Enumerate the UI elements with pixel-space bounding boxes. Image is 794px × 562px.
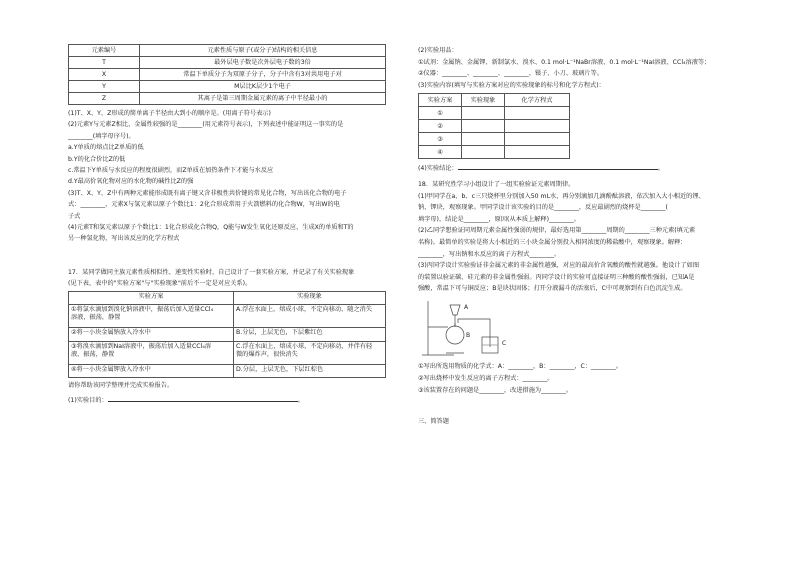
left-column bbox=[68, 44, 386, 407]
option-line: d.Y最高价氧化物对应的水化物的碱性比Z的强 bbox=[68, 178, 194, 186]
flask bbox=[446, 326, 464, 344]
table-cell bbox=[69, 305, 234, 328]
cell-line: 溶液，振荡，静置 bbox=[71, 314, 121, 322]
question-text: (4)实验结论： bbox=[418, 165, 458, 173]
table-cell: ④将一小块金属钾放入冷水中 bbox=[69, 364, 234, 378]
question-line: (1)实验目的： 。 bbox=[68, 397, 304, 405]
table-cell: M层比K层少1个电子 bbox=[140, 81, 386, 93]
question-line: ②仪器：________、________、________、镊子、小刀、玻璃片等。 bbox=[418, 70, 603, 78]
table-cell: B.分层，上层无色，下层紫红色 bbox=[234, 328, 386, 342]
answer-cell[interactable] bbox=[505, 146, 570, 159]
question-line: (1)T、X、Y、Z形成的简单离子半径由大到小的顺序是。(用离子符号表示) bbox=[68, 110, 271, 117]
table-cell: ④ bbox=[419, 146, 462, 159]
question-line: 子式 bbox=[68, 212, 81, 220]
option-line: c.常温下Y单质与水反应的程度很剧烈，而Z单质在加热条件下才能与水反应 bbox=[68, 167, 274, 175]
table-cell: T bbox=[69, 57, 140, 69]
delivery-tube bbox=[458, 319, 490, 347]
cell-line: ③将溴水滴加到NaI溶液中，振荡后加入适量CCl₄溶 bbox=[71, 342, 212, 350]
cell-line: C.浮在水面上，熔成小球，不定向移动，并伴有轻 bbox=[236, 342, 373, 350]
table-cell: ②将一小块金属钠放入冷水中 bbox=[69, 328, 234, 342]
cell-line: 液，振荡，静置 bbox=[71, 350, 115, 358]
answer-cell[interactable] bbox=[505, 107, 570, 120]
table-cell: X bbox=[69, 69, 140, 81]
question-line: (4)实验结论： 。 bbox=[418, 165, 664, 173]
table-row bbox=[69, 341, 386, 364]
table-row bbox=[419, 146, 570, 159]
question-line: 18．某研究性学习小组设计了一组实验验证元素周期律。 bbox=[418, 180, 575, 188]
question-17-continued bbox=[418, 45, 736, 91]
question-line: ①写出所选用物质的化学式：A：________，B：________，C：________。 bbox=[418, 362, 622, 370]
table-header-cell: 元素编号 bbox=[69, 45, 140, 57]
table-row bbox=[419, 133, 570, 146]
table-cell: ① bbox=[419, 107, 462, 120]
question-text: (1)实验目的： bbox=[68, 397, 108, 405]
apparatus-diagram bbox=[420, 297, 516, 359]
question-line: (2)实验用品： bbox=[418, 47, 458, 54]
question-line: (3)实验内容(填写与实验方案对应的实验现象的标号和化学方程式)： bbox=[418, 81, 605, 89]
question-line: ①试剂：金属钠、金属钾、新制氯水、溴水、0.1 mol·L⁻¹NaBr溶液、0.1 mol·L⁻¹NaI溶液、CCl₄溶液等； bbox=[418, 58, 711, 66]
table-row bbox=[69, 305, 386, 328]
table-row bbox=[69, 69, 386, 81]
question-line: 的装置以验证碳、硅元素的非金属性强弱。丙同学设计的实验可直接证明三种酸的酸性强弱，已知A是 bbox=[418, 273, 695, 281]
table-cell: Z bbox=[69, 93, 140, 105]
table-row bbox=[419, 120, 570, 133]
question-line: (3)丙同学设计实验验证非金属元素的非金属性越强，对应的最高价含氧酸的酸性就越强。他设计了如图 bbox=[418, 262, 700, 270]
experiment-table bbox=[68, 291, 386, 379]
table-header-cell: 元素性质与原子(或分子)结构的相关信息 bbox=[140, 45, 386, 57]
table-cell: A.浮在水面上，熔成小球，不定向移动，随之消失 bbox=[234, 305, 386, 328]
table-header-cell: 化学方程式 bbox=[505, 94, 570, 107]
table-cell bbox=[234, 341, 386, 364]
element-info-table bbox=[68, 44, 386, 105]
right-column bbox=[418, 45, 736, 425]
question-line: 名称)。最简单的实验是将大小相近的三小块金属分别投入相同浓度的稀盐酸中，观察现象。解释： bbox=[418, 238, 687, 246]
table-header-cell: 实验现象 bbox=[234, 291, 386, 305]
answer-cell[interactable] bbox=[462, 120, 505, 133]
table-header-cell: 实验现象 bbox=[462, 94, 505, 107]
question-18-block bbox=[418, 163, 736, 295]
table-row bbox=[69, 328, 386, 342]
section-heading: 三、简答题 bbox=[418, 417, 449, 425]
separatory-funnel bbox=[450, 305, 460, 315]
question-line: 17．某同学做同主族元素性质相似性、递变性实验时，自己设计了一套实验方案，并记录了有关实验现象 bbox=[68, 268, 355, 276]
option-line: a.Y单质的熔点比Z单质的低 bbox=[68, 144, 144, 152]
table-row bbox=[69, 57, 386, 69]
question-line: (2)元素Y与元素Z相比，金属性较强的是________(用元素符号表示)，下列表述中能证明这一事实的是 bbox=[68, 121, 344, 129]
table-cell bbox=[69, 341, 234, 364]
answer-cell[interactable] bbox=[505, 120, 570, 133]
question-16-block bbox=[68, 108, 386, 245]
question-line: (见下表，表中的"实验方案"与"实验现象"前后不一定是对应关系)。 bbox=[68, 279, 252, 287]
option-line: b.Y的化合价比Z的低 bbox=[68, 155, 126, 163]
question-line: ________，写出钠和水反应的离子方程式________。 bbox=[418, 250, 561, 258]
table-row bbox=[419, 107, 570, 120]
apparatus-label-b: B bbox=[466, 331, 471, 339]
cell-line: 微的爆炸声，很快消失 bbox=[236, 350, 298, 358]
answer-cell[interactable] bbox=[505, 133, 570, 146]
table-header-row bbox=[419, 94, 570, 107]
answer-blank[interactable] bbox=[108, 395, 298, 402]
question-17-block bbox=[68, 267, 386, 289]
answer-blank[interactable] bbox=[458, 163, 658, 170]
table-cell: Y bbox=[69, 81, 140, 93]
question-17-tail bbox=[68, 380, 386, 407]
cell-line: ①将氯水滴加到溴化钠溶液中，振荡后加入适量CCl₄ bbox=[71, 306, 214, 314]
table-cell: 最外层电子数是次外层电子数的3倍 bbox=[140, 57, 386, 69]
experiment-result-table bbox=[418, 93, 570, 159]
question-line: 填字母)，结论是________，原因(从本质上解释)________。 bbox=[418, 215, 580, 223]
question-18-answers bbox=[418, 361, 736, 398]
question-line: ________(填字母序号)。 bbox=[68, 132, 135, 140]
table-header-row bbox=[69, 291, 386, 305]
question-line: ③该装置存在的问题是________，改进措施为________。 bbox=[418, 387, 573, 395]
table-row bbox=[69, 93, 386, 105]
instruction-line: 请你帮助该同学整理并完成实验报告。 bbox=[68, 382, 174, 390]
question-line: 式：________，元素X与氢元素以原子个数比1：2化合形成常用于火箭燃料的化合物W，写出W的电 bbox=[68, 201, 340, 209]
answer-cell[interactable] bbox=[462, 146, 505, 159]
question-line: (3)T、X、Y、Z中有两种元素能形成既有离子键又含非极性共价键的常见化合物，写出该化合物的电子 bbox=[68, 189, 347, 197]
question-line: (2)乙同学想验证同周期元素金属性强弱的规律，最好选用第________周期的________三种元素(填元素 bbox=[418, 227, 696, 235]
question-line: (1)甲同学在a、b、c三只烧杯里分别加入50 mL水，再分别滴加几滴酚酞溶液，依次加入大小相近的锂、 bbox=[418, 192, 705, 200]
table-row bbox=[69, 81, 386, 93]
table-cell: ③ bbox=[419, 133, 462, 146]
table-row bbox=[69, 364, 386, 378]
table-header-row bbox=[69, 45, 386, 57]
table-cell: 常温下单质分子为双原子分子，分子中含有3对共用电子对 bbox=[140, 69, 386, 81]
question-line: 钠、钾块，观察现象。甲同学设计该实验的目的是________，反应最剧烈的烧杯是________( bbox=[418, 204, 668, 212]
table-cell: 其离子是第三周期金属元素的离子中半径最小的 bbox=[140, 93, 386, 105]
table-header-cell: 实验方案 bbox=[419, 94, 462, 107]
answer-cell[interactable] bbox=[462, 133, 505, 146]
question-line: 另一种氢化物，写出该反应的化学方程式 bbox=[68, 235, 180, 243]
question-line: 强酸，常温下可与铜反应；B是块状固体；打开分液漏斗的活塞后，C中可观察到有白色沉淀生成。 bbox=[418, 285, 687, 293]
apparatus-label-c: C bbox=[502, 339, 507, 347]
table-cell: D.分层，上层无色，下层红棕色 bbox=[234, 364, 386, 378]
table-cell: ② bbox=[419, 120, 462, 133]
table-header-cell: 实验方案 bbox=[69, 291, 234, 305]
question-line: ②写出烧杯中发生反应的离子方程式：________。 bbox=[418, 375, 554, 383]
answer-cell[interactable] bbox=[462, 107, 505, 120]
question-line: (4)元素T和氢元素以原子个数比1：1化合形成化合物Q，Q能与W发生氧化还原反应，生成X的单质和T的 bbox=[68, 224, 354, 232]
apparatus-label-a: A bbox=[464, 303, 469, 311]
